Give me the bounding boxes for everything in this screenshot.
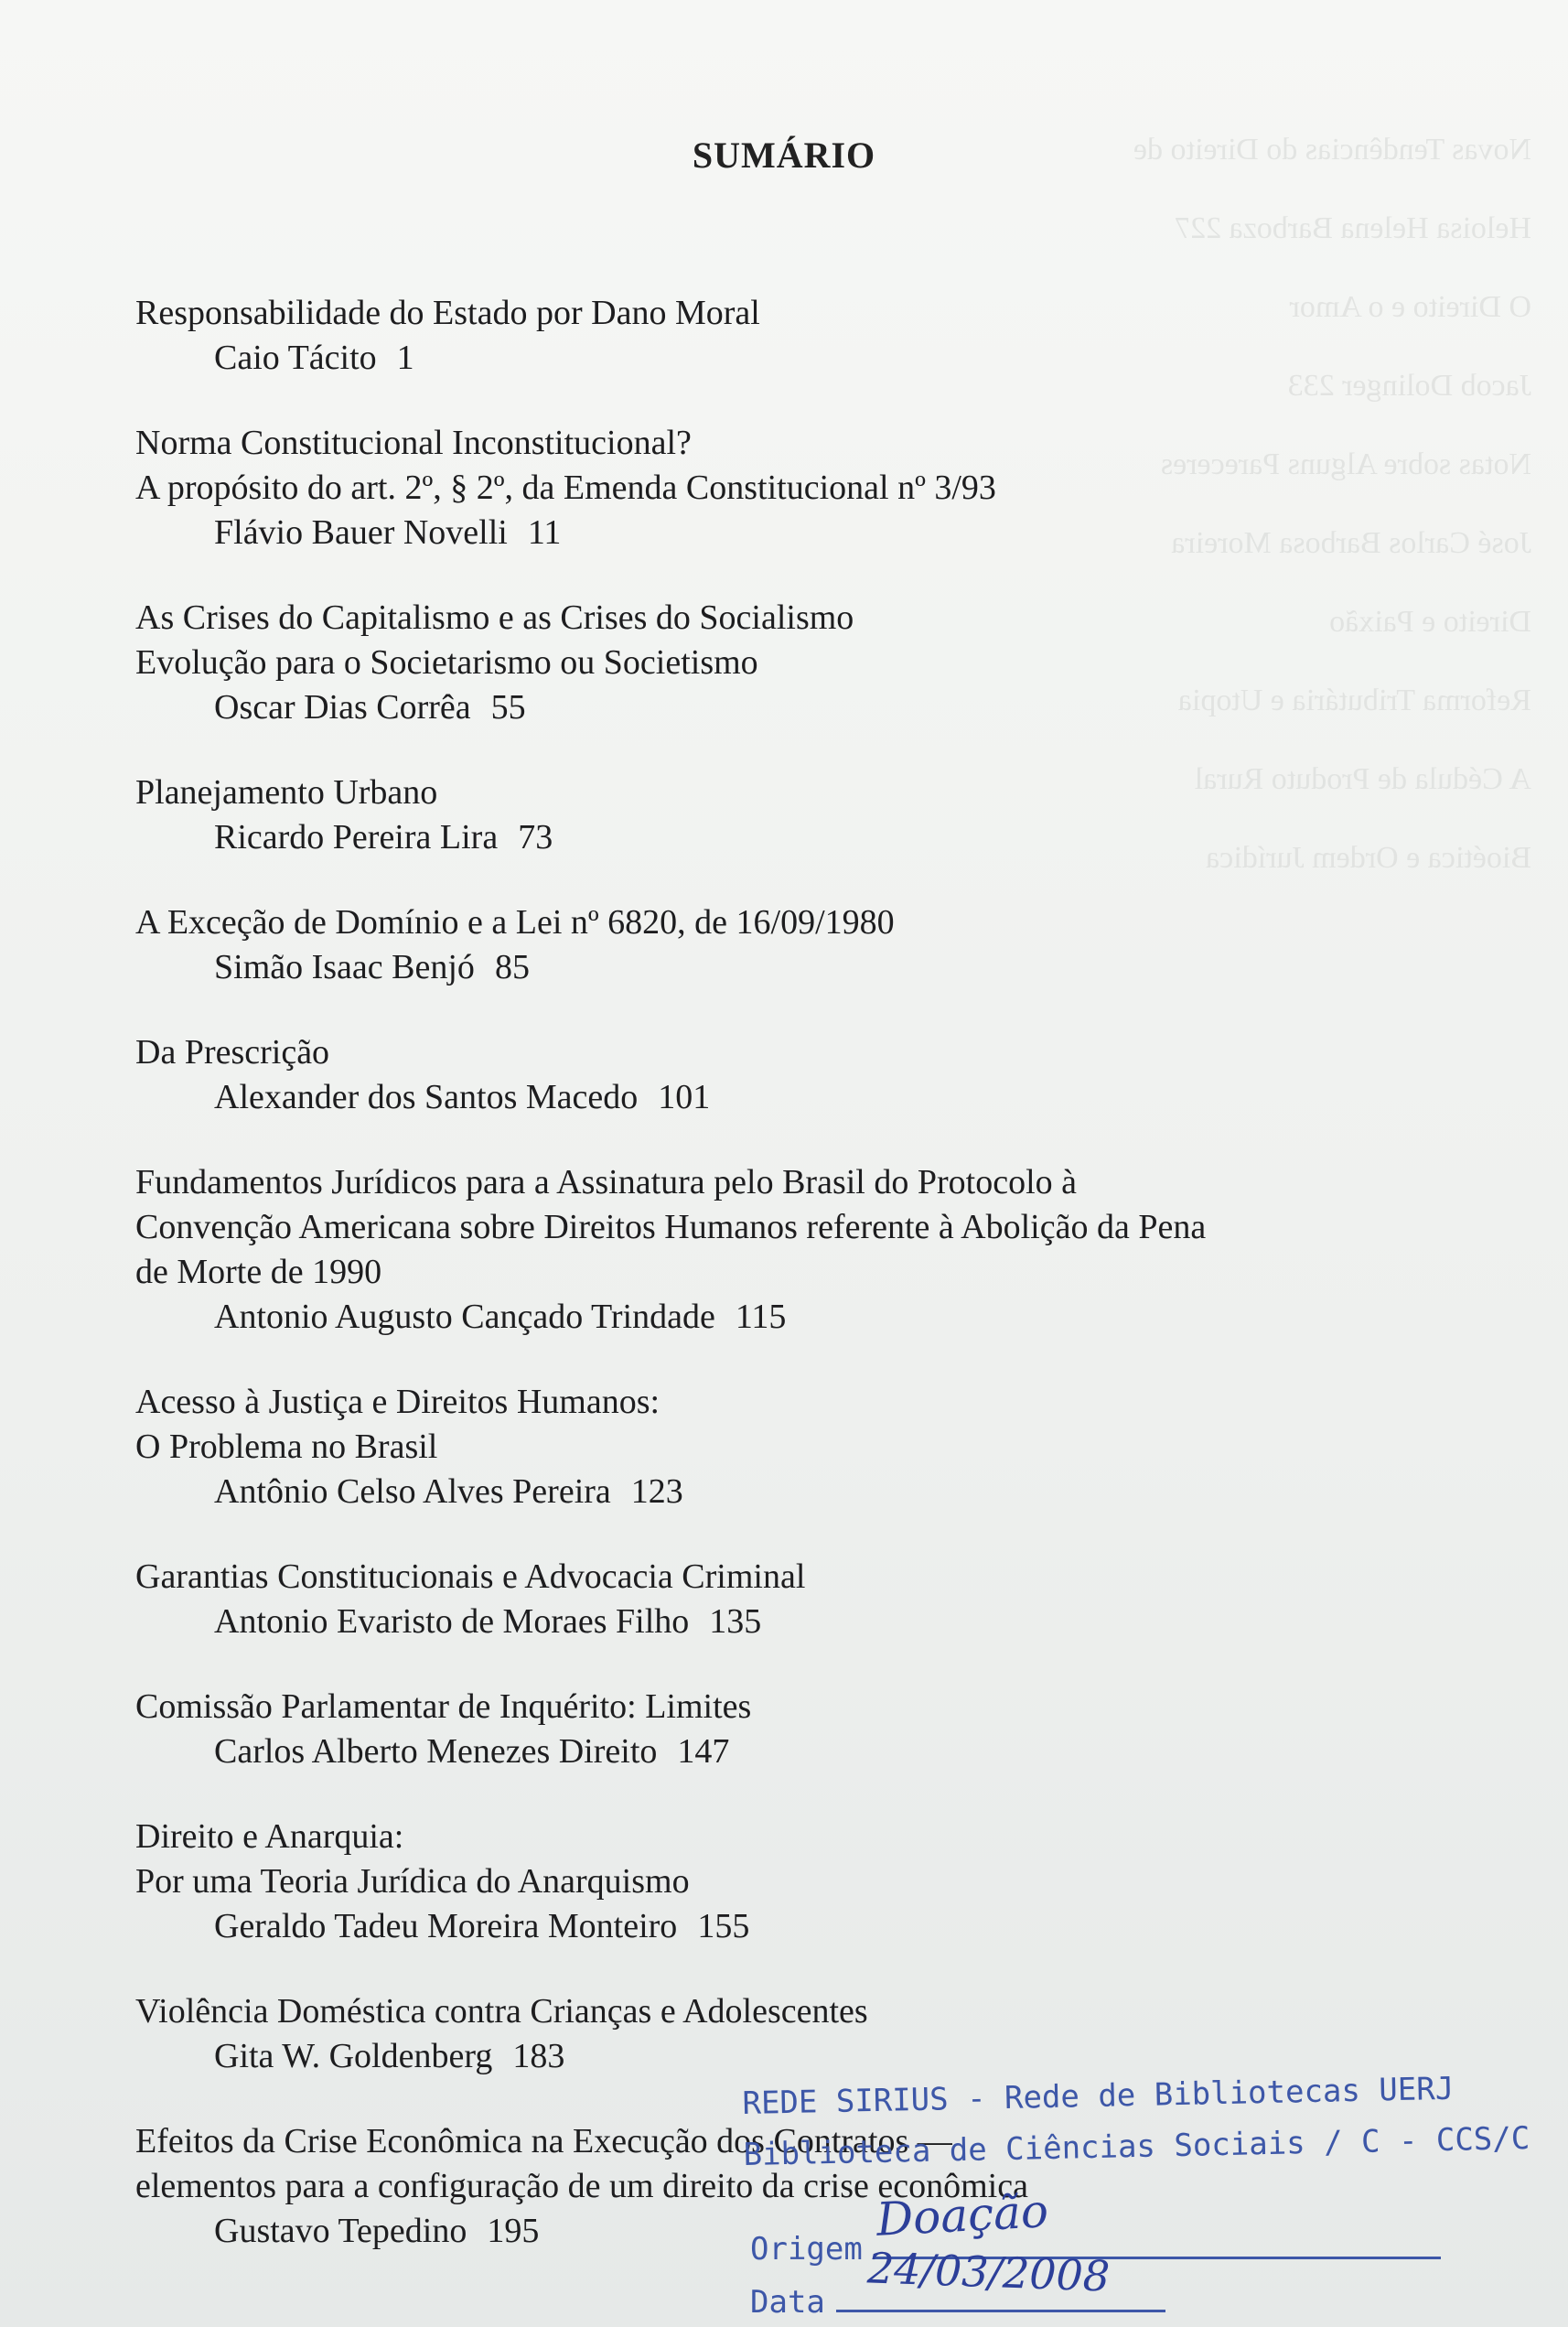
data-handwritten: 24/03/2008 bbox=[866, 2243, 1112, 2301]
entry-title-line: A propósito do art. 2º, § 2º, da Emenda Constitucional nº 3/93 bbox=[135, 469, 996, 507]
toc-entry bbox=[135, 421, 1434, 555]
entry-title-line: Violência Doméstica contra Crianças e Adolescentes bbox=[135, 1992, 868, 2031]
entry-author: Gustavo Tepedino bbox=[214, 2212, 467, 2250]
toc-entry bbox=[135, 291, 1434, 381]
entry-title-line: Responsabilidade do Estado por Dano Moral bbox=[135, 294, 760, 332]
toc-entry bbox=[135, 1030, 1434, 1120]
entry-title-line: Comissão Parlamentar de Inquérito: Limites bbox=[135, 1687, 752, 1726]
entry-author: Ricardo Pereira Lira bbox=[214, 818, 499, 856]
toc-entry bbox=[135, 1555, 1434, 1644]
bleed-line: Bioética e Ordem Jurídica bbox=[1206, 841, 1531, 875]
entry-author-line bbox=[135, 815, 1434, 860]
bleed-line: A Cédula de Produto Rural bbox=[1194, 762, 1531, 796]
entry-title-line: A Exceção de Domínio e a Lei nº 6820, de 16/09/1980 bbox=[135, 903, 895, 942]
entry-page-number: 135 bbox=[709, 1602, 762, 1641]
entry-title-line: Acesso à Justiça e Direitos Humanos: bbox=[135, 1383, 660, 1421]
entry-title-line: O Problema no Brasil bbox=[135, 1427, 438, 1466]
entry-author: Caio Tácito bbox=[214, 339, 377, 377]
entry-page-number: 183 bbox=[512, 2037, 565, 2075]
entry-title-line: Planejamento Urbano bbox=[135, 773, 438, 812]
origem-label: Origem bbox=[750, 2231, 863, 2268]
entry-page-number: 73 bbox=[518, 818, 553, 856]
entry-title-line: Fundamentos Jurídicos para a Assinatura pelo Brasil do Protocolo à bbox=[135, 1163, 1077, 1201]
library-stamp bbox=[742, 2062, 1530, 2181]
entry-page-number: 1 bbox=[396, 339, 414, 377]
data-label: Data bbox=[750, 2284, 825, 2321]
entry-author: Antonio Evaristo de Moraes Filho bbox=[214, 1602, 690, 1641]
entry-author-line bbox=[135, 945, 1434, 990]
toc-entry bbox=[135, 770, 1434, 860]
bleed-line: Jacob Dolinger 233 bbox=[1287, 369, 1531, 403]
entry-author: Carlos Alberto Menezes Direito bbox=[214, 1732, 658, 1771]
entry-author-line bbox=[135, 511, 1434, 555]
entry-title-line: Da Prescrição bbox=[135, 1033, 330, 1072]
bleed-line: Heloisa Helena Barboza 227 bbox=[1175, 211, 1531, 245]
toc-entry bbox=[135, 1815, 1434, 1949]
entry-page-number: 195 bbox=[487, 2212, 540, 2250]
entry-title-line: de Morte de 1990 bbox=[135, 1253, 382, 1291]
entry-title-line: Convenção Americana sobre Direitos Humanos referente à Abolição da Pena bbox=[135, 1208, 1207, 1246]
entry-author: Alexander dos Santos Macedo bbox=[214, 1078, 639, 1116]
entry-author-line bbox=[135, 685, 1434, 730]
entry-author: Geraldo Tadeu Moreira Monteiro bbox=[214, 1907, 678, 1945]
toc-entry bbox=[135, 1160, 1434, 1340]
entry-author-line bbox=[135, 1470, 1434, 1514]
table-of-contents bbox=[135, 291, 1434, 2294]
entry-page-number: 85 bbox=[494, 948, 530, 986]
entry-author-line bbox=[135, 1904, 1434, 1949]
bleed-line: Novas Tendências do Direito de bbox=[1133, 133, 1531, 167]
entry-author: Antônio Celso Alves Pereira bbox=[214, 1472, 611, 1511]
entry-author-line bbox=[135, 1295, 1434, 1340]
page-title: SUMÁRIO bbox=[692, 135, 876, 176]
entry-title-line: Garantias Constitucionais e Advocacia Criminal bbox=[135, 1557, 806, 1596]
entry-author: Oscar Dias Corrêa bbox=[214, 688, 471, 727]
origem-handwritten: Doação bbox=[875, 2184, 1050, 2246]
bleed-line: Notas sobre Alguns Pareceres bbox=[1160, 447, 1531, 481]
entry-author-line bbox=[135, 1729, 1434, 1774]
data-underline bbox=[836, 2304, 1165, 2312]
entry-page-number: 11 bbox=[527, 513, 562, 552]
entry-title-line: elementos para a configuração de um direito da crise econômica bbox=[135, 2167, 1028, 2205]
entry-title-line: As Crises do Capitalismo e as Crises do Socialismo bbox=[135, 598, 854, 637]
entry-title-line: Efeitos da Crise Econômica na Execução dos Contratos — bbox=[135, 2122, 952, 2160]
entry-title-line: Norma Constitucional Inconstitucional? bbox=[135, 424, 692, 462]
entry-title-line: Direito e Anarquia: bbox=[135, 1817, 404, 1856]
toc-entry bbox=[135, 596, 1434, 730]
entry-author-line bbox=[135, 336, 1434, 381]
entry-title-line: Por uma Teoria Jurídica do Anarquismo bbox=[135, 1862, 690, 1901]
entry-page-number: 101 bbox=[658, 1078, 711, 1116]
stamp-line-1: REDE SIRIUS - Rede de Bibliotecas UERJ bbox=[742, 2070, 1455, 2123]
entry-author-line bbox=[135, 1600, 1434, 1644]
entry-page-number: 155 bbox=[697, 1907, 750, 1945]
entry-author: Gita W. Goldenberg bbox=[214, 2037, 493, 2075]
toc-entry bbox=[135, 1989, 1434, 2079]
entry-page-number: 123 bbox=[630, 1472, 683, 1511]
stamp-line-2: Biblioteca de Ciências Sociais / C - CCS/C bbox=[743, 2119, 1530, 2173]
bleed-line: José Carlos Barbosa Moreira bbox=[1171, 526, 1531, 560]
entry-page-number: 55 bbox=[490, 688, 526, 727]
entry-author: Flávio Bauer Novelli bbox=[214, 513, 508, 552]
entry-author: Antonio Augusto Cançado Trindade bbox=[214, 1298, 715, 1336]
toc-entry bbox=[135, 1380, 1434, 1514]
entry-title-line: Evolução para o Societarismo ou Societismo bbox=[135, 643, 758, 682]
entry-author-line bbox=[135, 1075, 1434, 1120]
entry-page-number: 147 bbox=[677, 1732, 730, 1771]
toc-entry bbox=[135, 900, 1434, 990]
toc-entry bbox=[135, 1685, 1434, 1774]
bleed-line: Direito e Paixão bbox=[1329, 605, 1531, 639]
entry-author: Simão Isaac Benjó bbox=[214, 948, 475, 986]
entry-page-number: 115 bbox=[735, 1298, 787, 1336]
bleed-line: O Direito e o Amor bbox=[1289, 290, 1531, 324]
bleed-line: Reforma Tributária e Utopia bbox=[1177, 684, 1531, 717]
